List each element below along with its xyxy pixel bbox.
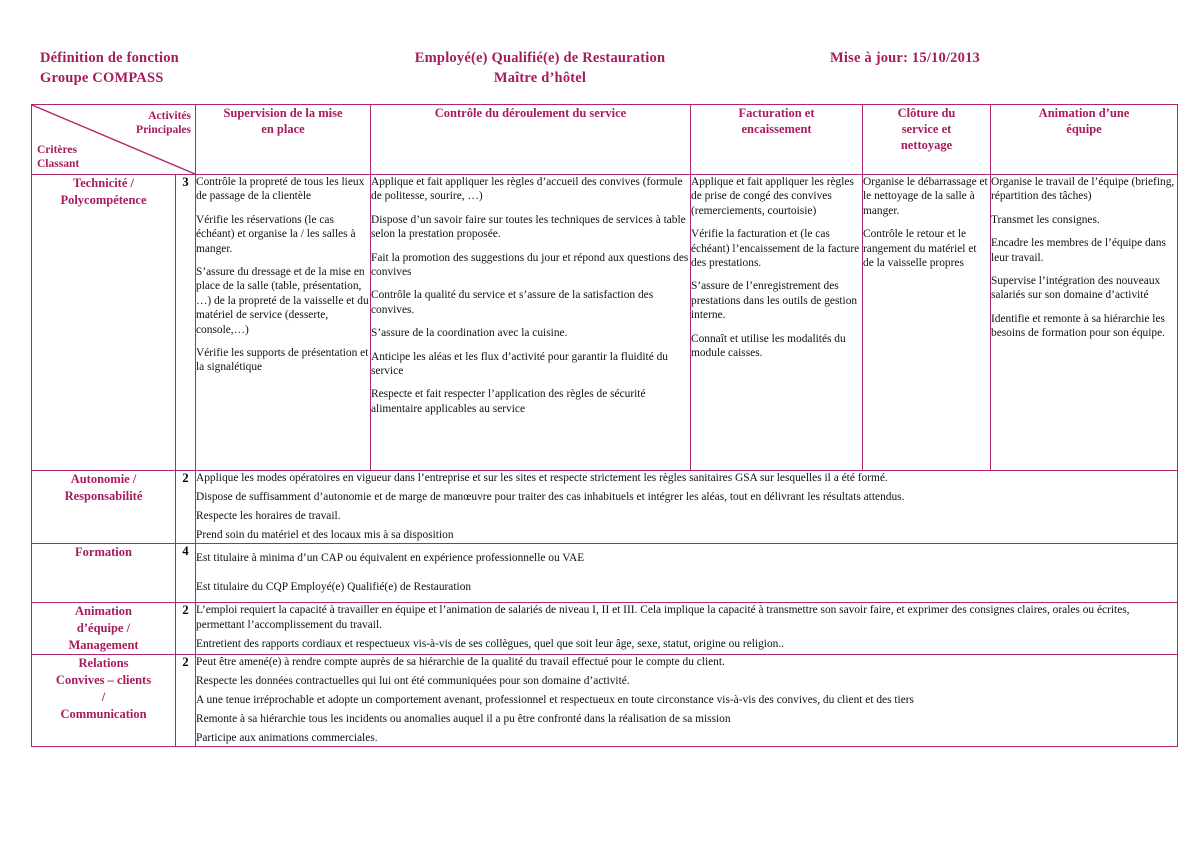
table-row-animation-equipe (32, 603, 1178, 655)
cell-relations-convives-content: Peut être amené(e) à rendre compte auprès de sa hiérarchie de la qualité du travail effectué pour le compte du client. Respecte les données contractuelles qui lui ont été communiquées pour son domaine d’activité. A une tenue irréprochable et adopte un comportement avenant, professionnel et respectueux en toute circonstance vis-à-vis des convives, du client et des tiers Remonte à sa hiérarchie tous les incidents ou anomalies auquel il a pu être confronté dans la réalisation de sa mission Participe aux animations commerciales. (196, 655, 1178, 747)
column-header-controle-service: Contrôle du déroulement du service (371, 105, 691, 175)
cell-animation-equipe-content: L’emploi requiert la capacité à travailler en équipe et l’animation de salariés de niveau I, II et III. Cela implique la capacité à transmettre son savoir faire, et exprimer des consignes claires, orales ou écrites, permettant l’accomplissement du travail. Entretient des rapports cordiaux et respectueux vis-à-vis de ses collègues, quel que soit leur âge, sexe, statut, origine ou religion.. (196, 603, 1178, 655)
criterion-name-autonomie: Autonomie / Responsabilité (32, 471, 176, 544)
cell-formation-content: Est titulaire à minima d’un CAP ou équivalent en expérience professionnelle ou VAE Est titulaire du CQP Employé(e) Qualifié(e) de Restauration (196, 544, 1178, 603)
table-row-relations-convives (32, 655, 1178, 747)
column-header-supervision: Supervision de la mise en place (196, 105, 371, 175)
cell-technicite-animation: Organise le travail de l’équipe (briefing, répartition des tâches) Transmet les consignes. Encadre les membres de l’équipe dans leur travail. Supervise l’intégration des nouveaux salariés sur son domaine d’activité Identifie et remonte à sa hiérarchie les besoins de formation pour son équipe. (991, 175, 1178, 471)
table-row-formation (32, 544, 1178, 603)
document-header (0, 48, 1200, 92)
criterion-name-formation: Formation (32, 544, 176, 603)
cell-technicite-cloture: Organise le débarrassage et le nettoyage de la salle à manger. Contrôle le retour et le rangement du matériel et de la vaisselle propres (863, 175, 991, 471)
competency-table (31, 104, 1178, 747)
header-left-block (40, 48, 179, 88)
cell-autonomie-content: Applique les modes opératoires en vigueur dans l’entreprise et sur les sites et respecte strictement les règles sanitaires GSA sur lesquelles il a été formé. Dispose de suffisamment d’autonomie et de marge de manœuvre pour traiter des cas inhabituels et intégrer les aléas, tout en délivrant les résultats attendus. Respecte les horaires de travail. Prend soin du matériel et des locaux mis à sa disposition (196, 471, 1178, 544)
column-header-animation: Animation d’une équipe (991, 105, 1178, 175)
criteria-label: Critères Classant (37, 144, 80, 170)
criterion-name-technicite: Technicité / Polycompétence (32, 175, 176, 471)
header-company: Groupe COMPASS (40, 70, 164, 86)
cell-technicite-supervision: Contrôle la propreté de tous les lieux de passage de la clientèle Vérifie les réservations (le cas échéant) et organise la / les salles à manger. S’assure du dressage et de la mise en place de la salle (table, présentation, …) de la propreté de la vaisselle et du matériel de service (desserte, console,…) Vérifie les supports de présentation et la signalétique (196, 175, 371, 471)
cell-technicite-controle: Applique et fait appliquer les règles d’accueil des convives (formule de politesse, sourire, …) Dispose d’un savoir faire sur toutes les techniques de services à table selon la prestation proposée. Fait la promotion des suggestions du jour et répond aux questions des convives Contrôle la qualité du service et s’assure de la satisfaction des convives. S’assure de la coordination avec la cuisine. Anticipe les aléas et les flux d’activité pour garantir la fluidité du service Respecte et fait respecter l’application des règles de sécurité alimentaire applicables au service (371, 175, 691, 471)
activities-label: Activités Principales (136, 110, 191, 136)
table-header-row (32, 105, 1178, 175)
criterion-rank-technicite: 3 (176, 175, 196, 471)
header-right-block (830, 48, 1100, 68)
header-center-block (330, 48, 750, 88)
cell-technicite-facturation: Applique et fait appliquer les règles de prise de congé des convives (remerciements, courtoisie) Vérifie la facturation et (le cas échéant) l’encaissement de la facture des prestations. S’assure de l’enregistrement des prestations dans les outils de gestion interne. Connaît et utilise les modalités du module caisses. (691, 175, 863, 471)
header-updated-date: Mise à jour: 15/10/2013 (830, 50, 980, 66)
header-job-subtitle: Maître d’hôtel (493, 70, 587, 86)
criterion-rank-autonomie: 2 (176, 471, 196, 544)
table-row-autonomie (32, 471, 1178, 544)
column-header-cloture: Clôture du service et nettoyage (863, 105, 991, 175)
criterion-rank-animation-equipe: 2 (176, 603, 196, 655)
criterion-name-relations-convives: Relations Convives – clients / Communication (32, 655, 176, 747)
column-header-facturation: Facturation et encaissement (691, 105, 863, 175)
corner-header-cell (32, 105, 196, 175)
table-row-technicite (32, 175, 1178, 471)
header-job-title: Employé(e) Qualifié(e) de Restauration (414, 50, 666, 66)
criterion-name-animation-equipe: Animation d’équipe / Management (32, 603, 176, 655)
header-doc-type: Définition de fonction (40, 50, 179, 66)
criterion-rank-relations-convives: 2 (176, 655, 196, 747)
criterion-rank-formation: 4 (176, 544, 196, 603)
